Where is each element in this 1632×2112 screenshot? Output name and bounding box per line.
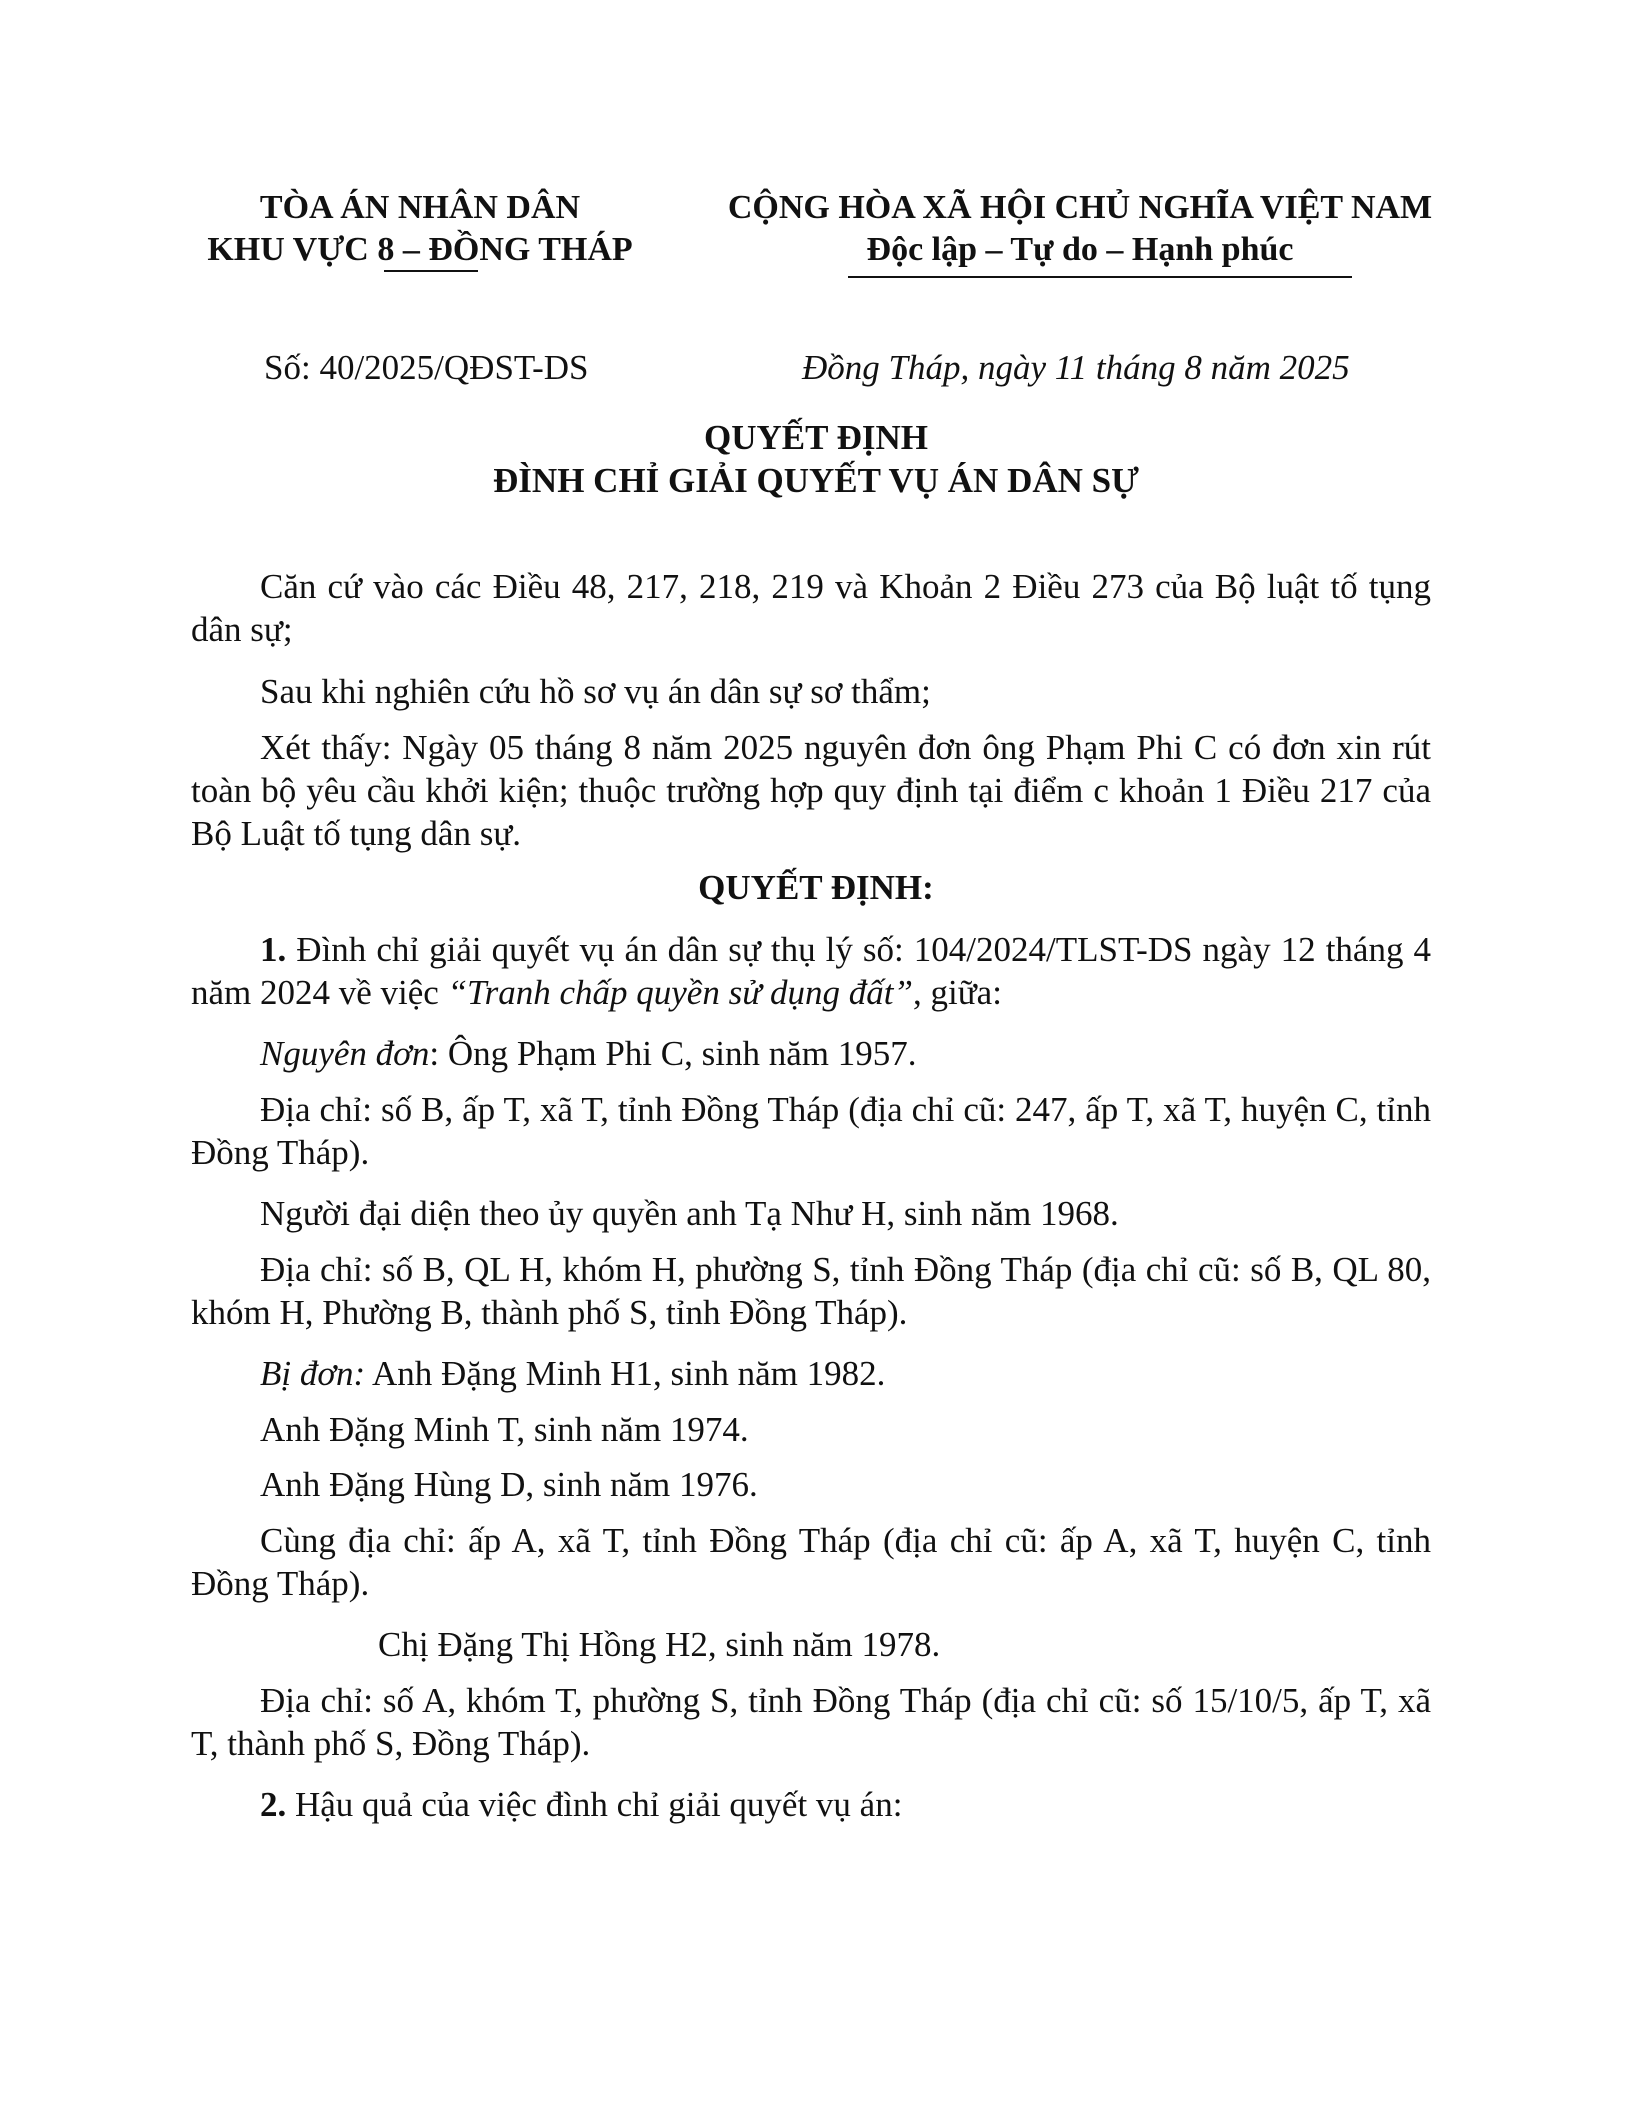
nation-name: CỘNG HÒA XÃ HỘI CHỦ NGHĨA VIỆT NAM <box>727 189 1433 226</box>
item-1-text-end: , giữa: <box>912 973 1002 1012</box>
plaintiff-name: : Ông Phạm Phi C, sinh năm 1957. <box>429 1034 917 1073</box>
document-number: Số: 40/2025/QĐST-DS <box>264 348 589 387</box>
nation-motto: Độc lập – Tự do – Hạnh phúc <box>866 231 1294 268</box>
decision-item-2 <box>260 1783 902 1826</box>
item-1-number: 1. <box>260 930 287 969</box>
document-title: QUYẾT ĐỊNH <box>704 418 928 457</box>
preamble-consideration: Xét thấy: Ngày 05 tháng 8 năm 2025 nguyên đơn ông Phạm Phi C có đơn xin rút toàn bộ yêu cầu khởi kiện; thuộc trường hợp quy định tại điểm c khoản 1 Điều 217 của Bộ Luật tố tụng dân sự. <box>191 728 1431 853</box>
plaintiff-label: Nguyên đơn <box>260 1034 430 1073</box>
plaintiff-address: Địa chỉ: số B, ấp T, xã T, tỉnh Đồng Tháp (địa chỉ cũ: 247, ấp T, xã T, huyện C, tỉnh Đồng Tháp). <box>191 1090 1431 1172</box>
defendants-common-address: Cùng địa chỉ: ấp A, xã T, tỉnh Đồng Tháp (địa chỉ cũ: ấp A, xã T, huyện C, tỉnh Đồng Tháp). <box>191 1521 1431 1603</box>
plaintiff-representative: Người đại diện theo ủy quyền anh Tạ Như H, sinh năm 1968. <box>260 1194 1119 1233</box>
defendant-4-address: Địa chỉ: số A, khóm T, phường S, tỉnh Đồng Tháp (địa chỉ cũ: số 15/10/5, ấp T, xã T, thành phố S, Đồng Tháp). <box>191 1681 1431 1763</box>
defendant-3: Anh Đặng Hùng D, sinh năm 1976. <box>260 1465 758 1504</box>
defendant-label: Bị đơn: <box>260 1354 366 1393</box>
place-and-date: Đồng Tháp, ngày 11 tháng 8 năm 2025 <box>802 348 1350 387</box>
preamble-review: Sau khi nghiên cứu hồ sơ vụ án dân sự sơ thẩm; <box>260 672 931 711</box>
court-name-line2: KHU VỰC 8 – ĐỒNG THÁP <box>207 231 633 268</box>
item-2-text: Hậu quả của việc đình chỉ giải quyết vụ án: <box>286 1785 903 1824</box>
defendant-1: Anh Đặng Minh H1, sinh năm 1982. <box>365 1354 886 1393</box>
defendant-2: Anh Đặng Minh T, sinh năm 1974. <box>260 1410 749 1449</box>
decision-item-1 <box>191 928 1431 1014</box>
representative-address: Địa chỉ: số B, QL H, khóm H, phường S, tỉnh Đồng Tháp (địa chỉ cũ: số B, QL 80, khóm H, Phường B, thành phố S, tỉnh Đồng Tháp). <box>191 1250 1431 1332</box>
court-name-line1: TÒA ÁN NHÂN DÂN <box>259 189 581 226</box>
document-subtitle: ĐÌNH CHỈ GIẢI QUYẾT VỤ ÁN DÂN SỰ <box>493 461 1139 500</box>
defendant-4: Chị Đặng Thị Hồng H2, sinh năm 1978. <box>378 1625 941 1664</box>
decision-heading: QUYẾT ĐỊNH: <box>698 868 934 907</box>
nation-motto-underline <box>848 276 1352 278</box>
plaintiff-line <box>260 1032 916 1075</box>
preamble-legal-basis: Căn cứ vào các Điều 48, 217, 218, 219 và Khoản 2 Điều 273 của Bộ luật tố tụng dân sự; <box>191 567 1431 649</box>
item-2-number: 2. <box>260 1785 287 1824</box>
case-name: “Tranh chấp quyền sử dụng đất” <box>447 973 913 1012</box>
defendant-line <box>260 1352 885 1395</box>
item-1-text: Đình chỉ giải quyết vụ án dân sự thụ lý số: 104/2024/TLST-DS ngày 12 tháng 4 năm 2024 về việc <box>191 930 1431 1012</box>
court-name-underline <box>384 270 478 272</box>
